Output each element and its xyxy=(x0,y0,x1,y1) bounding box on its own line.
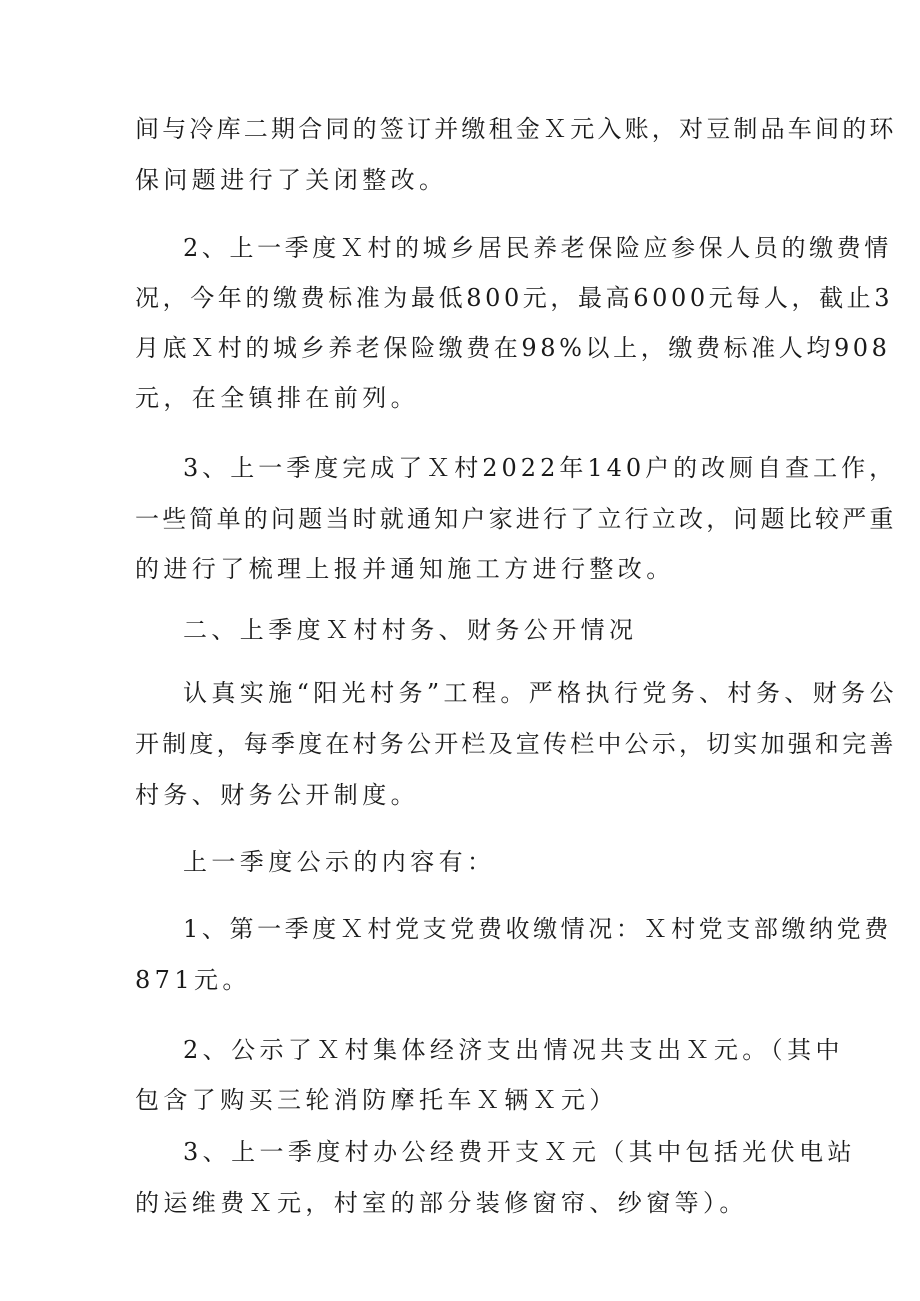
paragraph-line: 间与冷库二期合同的签订并缴租金Ｘ元入账，对豆制品车间的环 xyxy=(135,115,897,143)
paragraph-line: 3、上一季度完成了Ｘ村2022年140户的改厕自查工作， xyxy=(183,454,898,482)
paragraph-line: 的运维费Ｘ元，村室的部分装修窗帘、纱窗等）。 xyxy=(135,1189,748,1217)
paragraph-line: 月底Ｘ村的城乡养老保险缴费在98%以上，缴费标准人均908 xyxy=(135,334,891,362)
paragraph-line: 保问题进行了关闭整改。 xyxy=(135,166,448,194)
paragraph-line: 的进行了梳理上报并通知施工方进行整改。 xyxy=(135,555,675,583)
paragraph-line: 2、公示了Ｘ村集体经济支出情况共支出Ｘ元。（其中 xyxy=(183,1036,844,1064)
paragraph-line: 1、第一季度Ｘ村党支党费收缴情况：Ｘ村党支部缴纳党费 xyxy=(183,915,892,943)
section-heading: 二、上季度Ｘ村村务、财务公开情况 xyxy=(183,616,638,644)
paragraph-line: 2、上一季度Ｘ村的城乡居民养老保险应参保人员的缴费情 xyxy=(183,234,892,262)
paragraph-line: 871元。 xyxy=(135,966,251,994)
paragraph-line: 认真实施“阳光村务”工程。严格执行党务、村务、财务公 xyxy=(183,679,898,707)
paragraph-line: 村务、财务公开制度。 xyxy=(135,781,419,809)
paragraph-line: 一些简单的问题当时就通知户家进行了立行立改，问题比较严重 xyxy=(135,505,897,533)
paragraph-line: 包含了购买三轮消防摩托车Ｘ辆Ｘ元） xyxy=(135,1086,618,1114)
paragraph-line: 开制度，每季度在村务公开栏及宣传栏中公示，切实加强和完善 xyxy=(135,730,897,758)
paragraph-line: 3、上一季度村办公经费开支Ｘ元（其中包括光伏电站 xyxy=(183,1138,856,1166)
paragraph-line: 况，今年的缴费标准为最低800元，最高6000元每人，截止3 xyxy=(135,284,894,312)
paragraph-line: 上一季度公示的内容有： xyxy=(183,848,496,876)
paragraph-line: 元，在全镇排在前列。 xyxy=(135,384,419,412)
